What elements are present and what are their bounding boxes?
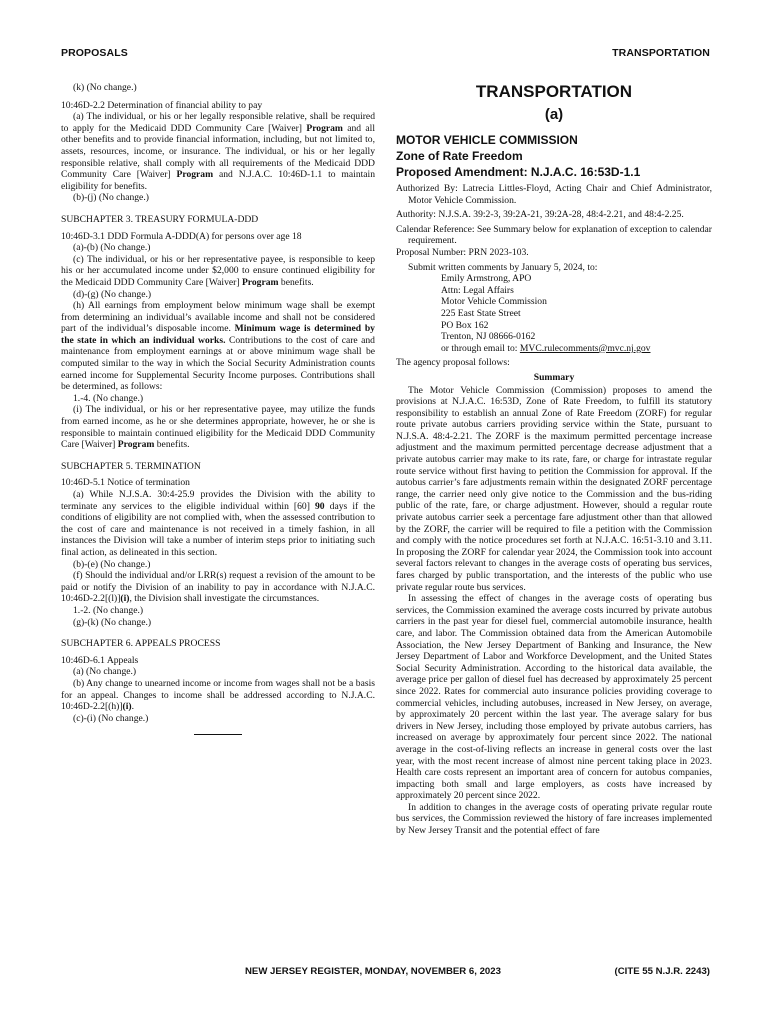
authority: Authority: N.J.S.A. 39:2-3, 39:2A-21, 39:2A-28, 48:4-2.21, and 48:4-2.25. — [396, 209, 684, 221]
left-column — [61, 82, 375, 735]
address-line: Trenton, NJ 08666-0162 — [441, 331, 536, 343]
footer-citation: (CITE 55 N.J.R. 2243) — [614, 966, 710, 977]
summary-heading: Summary — [533, 371, 575, 383]
section-heading-2-2: 10:46D-2.2 Determination of financial ability to pay — [61, 99, 263, 111]
paragraph-2-2-a: (a) The individual, or his or her legally responsible relative, shall be required to apply for the Medicaid DDD Community Care [Waiver] Program and all other benefits and to provide financial information, including, but not limited to, assets, resources, income, or insurance. The individual, or his or her legally responsible relative, shall comply with all requirements of the Medicaid DDD Community Care [Waiver] Program and N.J.A.C. 10:46D-1.1 to maintain eligibility for benefits. — [61, 111, 376, 192]
summary-paragraph-3: In addition to changes in the average costs of operating private regular route bus services, the Commission reviewed the history of fare increases implemented by New Jersey Transit and the potential effect of fare — [396, 801, 712, 837]
subchapter-6-heading: SUBCHAPTER 6. APPEALS PROCESS — [61, 638, 221, 650]
paragraph-3-1-i: (i) The individual, or his or her representative payee, may utilize the funds from earned income, as he or she determines appropriate, however, he or she is responsible to maintain continued eligibility for the Medicaid DDD Community Care [Waiver] Program benefits. — [61, 404, 375, 451]
agency-name: MOTOR VEHICLE COMMISSION — [396, 133, 578, 147]
paragraph-5-1-a: (a) While N.J.S.A. 30:4-25.9 provides the Division with the ability to terminate any services to the eligible individual within [60] 90 days if the conditions of eligibility are not complied with, when the assessed contribution to the cost of care and maintenance is not received in a timely fashion, in all instances the Division will take a number of interim steps prior to initiating such final action, as delineated in this section. — [61, 489, 375, 558]
proposed-amendment: Proposed Amendment: N.J.A.C. 16:53D-1.1 — [396, 165, 641, 179]
subchapter-3-heading: SUBCHAPTER 3. TREASURY FORMULA-DDD — [61, 213, 259, 225]
section-heading-5-1: 10:46D-5.1 Notice of termination — [61, 477, 190, 489]
paragraph-2-2-b: (b)-(j) (No change.) — [73, 192, 149, 204]
email-link[interactable]: MVC.rulecomments@mvc.nj.gov — [519, 342, 651, 354]
subchapter-5-heading: SUBCHAPTER 5. TERMINATION — [61, 460, 201, 472]
paragraph-3-1-dg: (d)-(g) (No change.) — [73, 288, 152, 300]
paragraph-5-1-gk: (g)-(k) (No change.) — [73, 616, 152, 628]
paragraph-3-1-h-items: 1.-4. (No change.) — [73, 392, 144, 404]
summary-paragraph-1: The Motor Vehicle Commission (Commission) proposes to amend the provisions at N.J.A.C. 16:53D, Zone of Rate Freedom, to fulfill its statutory responsibility to establish an annual Zone of Rate Freedom (ZORF) for regular route private autobus carriers providing service within the State, pursuant to N.J.S.A. 48:4-2.21. The ZORF is the maximum permitted percentage increase adjustment and the maximum permitted percentage decrease adjustment that a private autobus carrier may make to its rate, fare, or charge for intrastate regular route service without first having to petition the Commission for approval. If the autobus carrier’s fare adjustments remain within the designated ZORF percentage range, the carrier need only give notice to the Commission and the bus-riding public of the rate, fare, or charge adjustment. However, should a regular route private autobus carrier seek a percentage fare adjustment other than that allowed by the ZORF, the carrier will be required to file a petition with the Commission and comply with the notice procedures set forth at N.J.A.C. 16:51-3.10 and 3.11. In proposing the ZORF for calendar year 2024, the Commission took into account several factors relevant to changes in the average costs of operating bus services, fares charged by public transportation, and the interests of the public who use private regular route bus services. — [396, 384, 712, 593]
proposal-number: Proposal Number: PRN 2023-103. — [396, 246, 529, 258]
agency-proposal-follows: The agency proposal follows: — [396, 357, 510, 369]
paragraph-k: (k) (No change.) — [73, 82, 137, 93]
address-line: PO Box 162 — [441, 319, 489, 331]
paragraph-3-1-ab: (a)-(b) (No change.) — [73, 242, 151, 254]
running-header-topic: TRANSPORTATION — [612, 47, 710, 59]
paragraph-5-1-f: (f) Should the individual and/or LRR(s) request a revision of the amount to be paid or notify the Division of an inability to pay in accordance with N.J.A.C. 10:46D-2.2[(l)](i), the Division shall investigate the circumstances. — [61, 570, 375, 605]
right-column — [396, 82, 712, 837]
paragraph-6-1-ci: (c)-(i) (No change.) — [73, 712, 149, 724]
paragraph-6-1-b: (b) Any change to unearned income or income from wages shall not be a basis for an appeal. Changes to income shall be addressed according to N.J.A.C. 10:46D-2.2[(h)](i). — [61, 677, 375, 713]
paragraph-5-1-be: (b)-(e) (No change.) — [73, 558, 151, 570]
address-line: Motor Vehicle Commission — [441, 296, 547, 308]
section-heading-6-1: 10:46D-6.1 Appeals — [61, 654, 139, 666]
paragraph-6-1-a: (a) (No change.) — [73, 666, 137, 678]
running-header-section: PROPOSALS — [61, 47, 128, 59]
paragraph-5-1-f-items: 1.-2. (No change.) — [73, 604, 144, 616]
email-line: or through email to: MVC.rulecomments@mvc.nj.gov — [441, 342, 651, 354]
section-heading-3-1: 10:46D-3.1 DDD Formula A-DDD(A) for persons over age 18 — [61, 230, 302, 242]
calendar-reference: Calendar Reference: See Summary below for explanation of exception to calendar requirement. — [396, 223, 712, 247]
mailing-address — [396, 273, 712, 354]
address-line: Attn: Legal Affairs — [441, 284, 514, 296]
department-title: TRANSPORTATION — [475, 82, 633, 101]
paragraph-3-1-c: (c) The individual, or his or her representative payee, is responsible to keep his or her accumulated income under $2,000 to ensure continued eligibility for the Medicaid DDD Community Care [Waiver] Program benefits. — [61, 253, 375, 288]
authorized-by: Authorized By: Latrecia Littles-Floyd, Acting Chair and Chief Administrator, Motor Vehicle Commission. — [396, 183, 712, 206]
submit-comments: Submit written comments by January 5, 2024, to: — [408, 261, 598, 273]
address-line: 225 East State Street — [441, 307, 521, 319]
paragraph-3-1-h: (h) All earnings from employment below minimum wage shall be exempt from determining an individual’s available income and shall not be considered part of the individual’s disposable income. Minimum wage is determined by the state in which an individual works. Contributions to the cost of care and maintenance from employment earnings at or above minimum wage shall be computed similar to the way in which the Social Security Administration counts earned income for Supplemental Security Income purposes. Contributions shall be determined, as follows: — [61, 300, 375, 393]
footer-register-date: NEW JERSEY REGISTER, MONDAY, NOVEMBER 6, 2023 — [245, 966, 501, 977]
rule-topic: Zone of Rate Freedom — [396, 149, 523, 163]
end-rule-divider — [194, 734, 242, 735]
address-line: Emily Armstrong, APO — [441, 273, 532, 285]
item-letter: (a) — [544, 106, 564, 123]
summary-paragraph-2: In assessing the effect of changes in the average costs of operating bus services, the Commission examined the average costs incurred by private autobus carriers in the past year for diesel fuel, commercial automobile insurance, health care, and labor. The Commission obtained data from the American Automobile Association, the New Jersey Department of Banking and Insurance, the New Jersey Department of Labor and Workforce Development, and the United States Social Security Administration. According to the historical data available, the average price per gallon of diesel fuel has decreased by approximately 25 percent since 2022. Rates for commercial auto insurance policies providing coverage to commercial vehicles, including autobuses, increased in New Jersey, on average, by approximately 20 percent within the last year. The average salary for bus drivers in New Jersey, including those employed by private autobus carriers, has increased on average by approximately four percent since 2022. The national average in the cost-of-living reflects an increase in general costs over the last year, with the most recent increase of almost nine percent taking place in 2023. Health care costs represent an important area of concern for autobus companies, impacting both small and large employers, as costs have increased by approximately 20 percent since 2022. — [396, 593, 712, 802]
